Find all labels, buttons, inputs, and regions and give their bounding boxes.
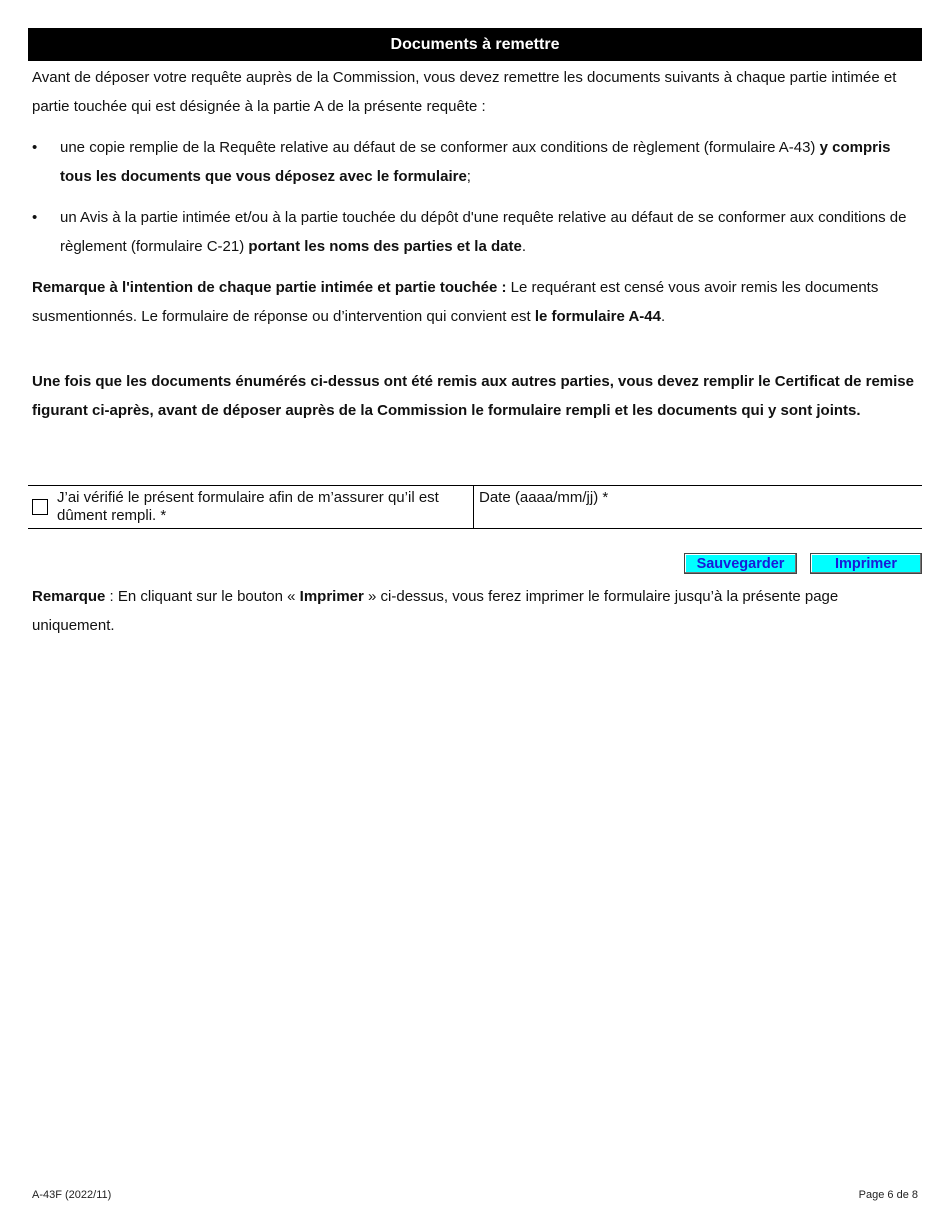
bullet-text: une copie remplie de la Requête relative au défaut de se conformer aux conditions de règlement (formulaire A-43) y compris tous les documents que vous déposez avec le formulaire; [60,139,891,185]
print-remark: Remarque : En cliquant sur le bouton « Imprimer » ci-dessus, vous ferez imprimer le formulaire jusqu’à la présente page uniquement. [32,588,839,634]
section-title: Documents à remettre [390,35,560,53]
bullet-item-2 [32,203,920,261]
bullet-marker: • [32,209,38,226]
certificate-notice: Une fois que les documents énumérés ci-dessus ont été remis aux autres parties, vous devez remplir le Certificat de remise figurant ci-après, avant de déposer auprès de la Commission le formulaire rempli et les documents qui y sont joints. [32,373,914,419]
section-header [28,28,922,61]
bullet-text: un Avis à la partie intimée et/ou à la partie touchée du dépôt d'une requête relative au défaut de se conformer aux conditions de règlement (formulaire C-21) portant les noms des parties et la date. [60,209,907,255]
verification-row [28,485,922,529]
date-field[interactable] [475,486,922,528]
intro-paragraph: Avant de déposer votre requête auprès de la Commission, vous devez remettre les documents suivants à chaque partie intimée et partie touchée qui est désignée à la partie A de la présente requête : [32,69,897,115]
print-button[interactable]: Imprimer [810,553,922,574]
respondent-remark: Remarque à l'intention de chaque partie intimée et partie touchée : Le requérant est censé vous avoir remis les documents susmentionnés. Le formulaire de réponse ou d’intervention qui convient est le formulaire A-44. [32,279,879,325]
verification-label: J’ai vérifié le présent formulaire afin de m’assurer qu’il est dûment rempli. * [57,489,439,524]
bullet-item-1 [32,133,920,191]
verification-cell [28,486,474,528]
verification-checkbox[interactable] [32,499,48,515]
bullet-marker: • [32,139,38,156]
save-button[interactable]: Sauvegarder [684,553,797,574]
page-number: Page 6 de 8 [858,1189,918,1201]
date-label: Date (aaaa/mm/jj) * [479,489,609,506]
form-code: A-43F (2022/11) [32,1189,112,1201]
